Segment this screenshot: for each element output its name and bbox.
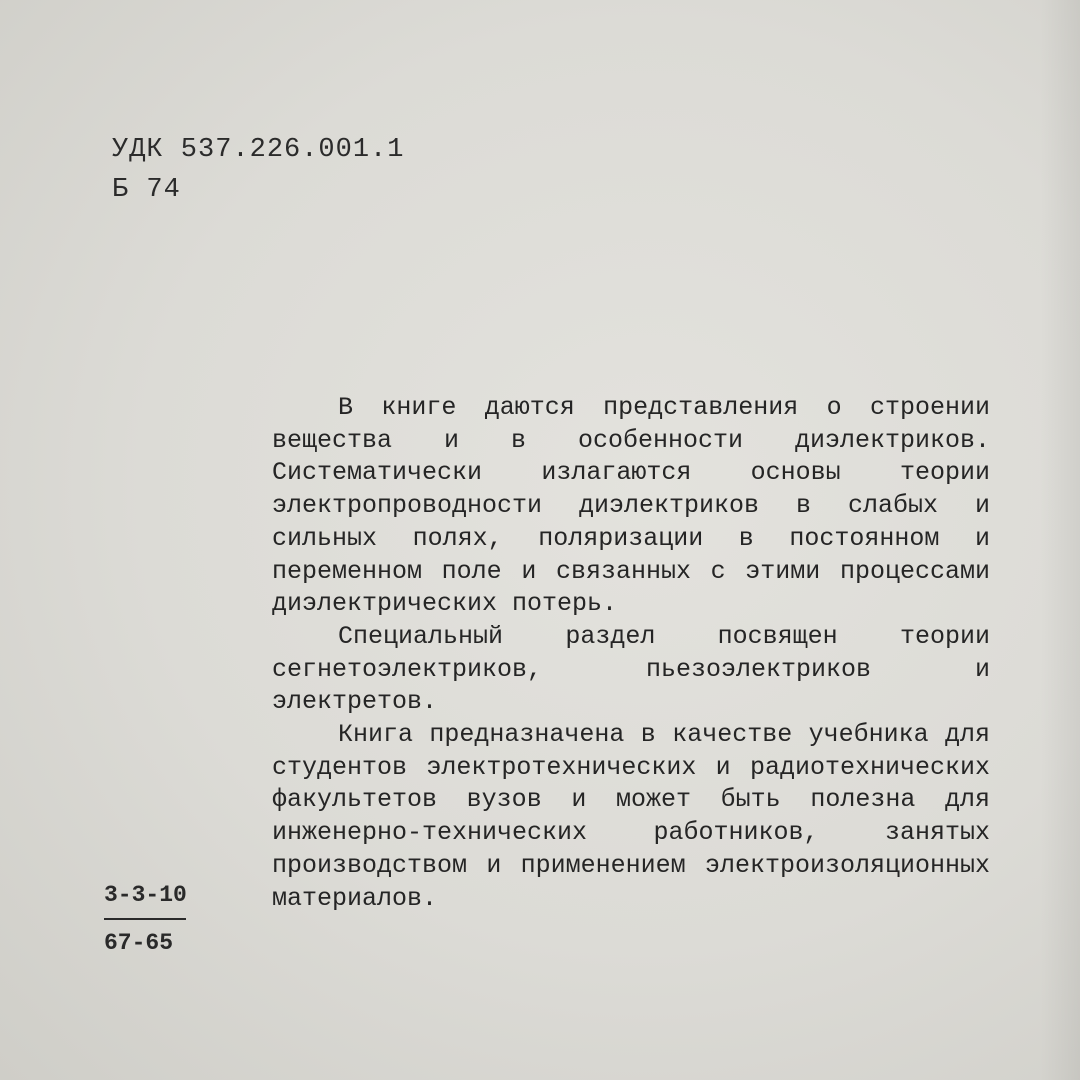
udk-block	[112, 130, 404, 210]
abstract-paragraph: Книга предназначена в качестве учебника для студентов электротехнических и радиотехнических факультетов вузов и может быть полезна для инженерно-технических работников, занятых производством и применением электроизоляционных материалов.	[272, 720, 990, 913]
abstract-paragraph: В книге даются представления о строении вещества и в особенности диэлектриков. Систематически излагаются основы теории электропроводности диэлектриков в слабых и сильных полях, поляризации в постоянном и переменном поле и связанных с этими процессами диэлектрических потерь.	[272, 393, 990, 619]
book-abstract	[272, 392, 990, 915]
page-edge-shadow	[1040, 0, 1080, 1080]
fraction-rule	[104, 918, 186, 920]
author-mark: Б 74	[112, 175, 181, 205]
catalog-code	[104, 878, 188, 958]
catalog-code-numerator: 3-3-10	[104, 882, 187, 908]
udk-code: УДК 537.226.001.1	[112, 135, 405, 165]
abstract-paragraph: Специальный раздел посвящен теории сегнетоэлектриков, пьезоэлектриков и электретов.	[272, 621, 990, 717]
catalog-code-denominator: 67-65	[104, 930, 174, 956]
